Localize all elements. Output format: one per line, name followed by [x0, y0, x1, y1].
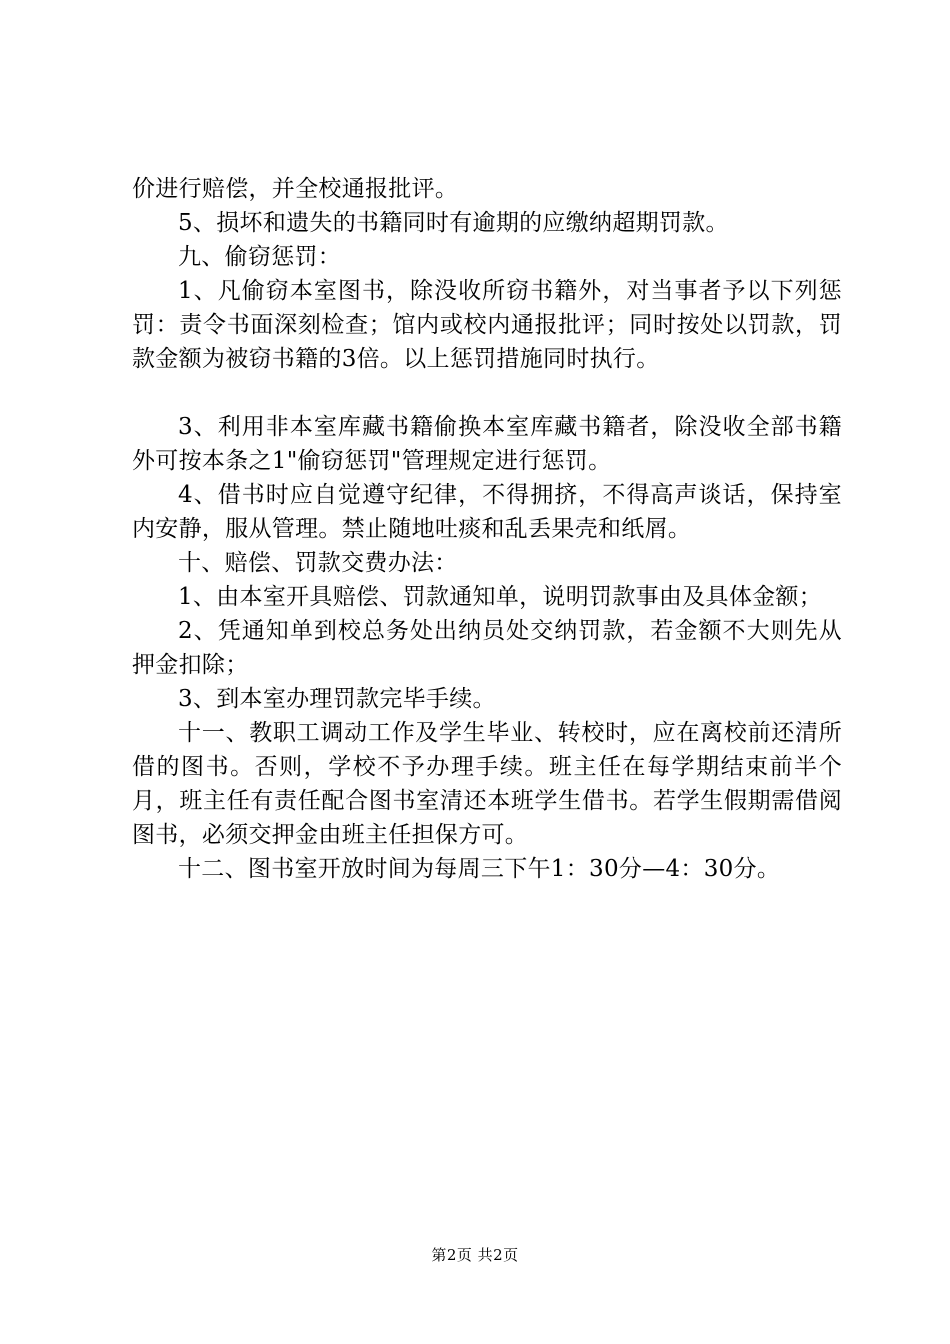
- paragraph-theft-3: 3、利用非本室库藏书籍偷换本室库藏书籍者，除没收全部书籍外可按本条之1"偷窃惩罚"管理规定进行惩罚。: [132, 414, 842, 474]
- paragraph-payment-3: 3、到本室办理罚款完毕手续。: [178, 686, 496, 712]
- document-body: [132, 172, 842, 886]
- paragraph-payment-2: 2、凭通知单到校总务处出纳员处交纳罚款，若金额不大则先从押金扣除；: [132, 618, 842, 678]
- section-12: 十二、图书室开放时间为每周三下午1：30分—4：30分。: [178, 856, 781, 882]
- page-footer: [0, 1245, 950, 1265]
- paragraph-payment-1: 1、由本室开具赔偿、罚款通知单，说明罚款事由及具体金额；: [178, 584, 823, 610]
- paragraph-gap: [132, 376, 842, 410]
- paragraph-theft-4: 4、借书时应自觉遵守纪律，不得拥挤，不得高声谈话，保持室内安静，服从管理。禁止随地吐痰和乱丢果壳和纸屑。: [132, 482, 842, 542]
- section-heading-10: 十、赔偿、罚款交费办法：: [178, 550, 458, 576]
- paragraph-theft-1: 1、凡偷窃本室图书，除没收所窃书籍外，对当事者予以下列惩罚：责令书面深刻检查；馆内或校内通报批评；同时按处以罚款，罚款金额为被窃书籍的3倍。以上惩罚措施同时执行。: [132, 278, 842, 372]
- page-number: 第2页 共2页: [431, 1246, 519, 1264]
- paragraph-item-5: 5、损坏和遗失的书籍同时有逾期的应缴纳超期罚款。: [178, 210, 729, 236]
- section-heading-9: 九、偷窃惩罚：: [178, 244, 342, 270]
- paragraph-continuation: 价进行赔偿，并全校通报批评。: [132, 176, 459, 202]
- section-11: 十一、教职工调动工作及学生毕业、转校时，应在离校前还清所借的图书。否则，学校不予办理手续。班主任在每学期结束前半个月，班主任有责任配合图书室清还本班学生借书。若学生假期需借阅图书，必须交押金由班主任担保方可。: [132, 720, 842, 848]
